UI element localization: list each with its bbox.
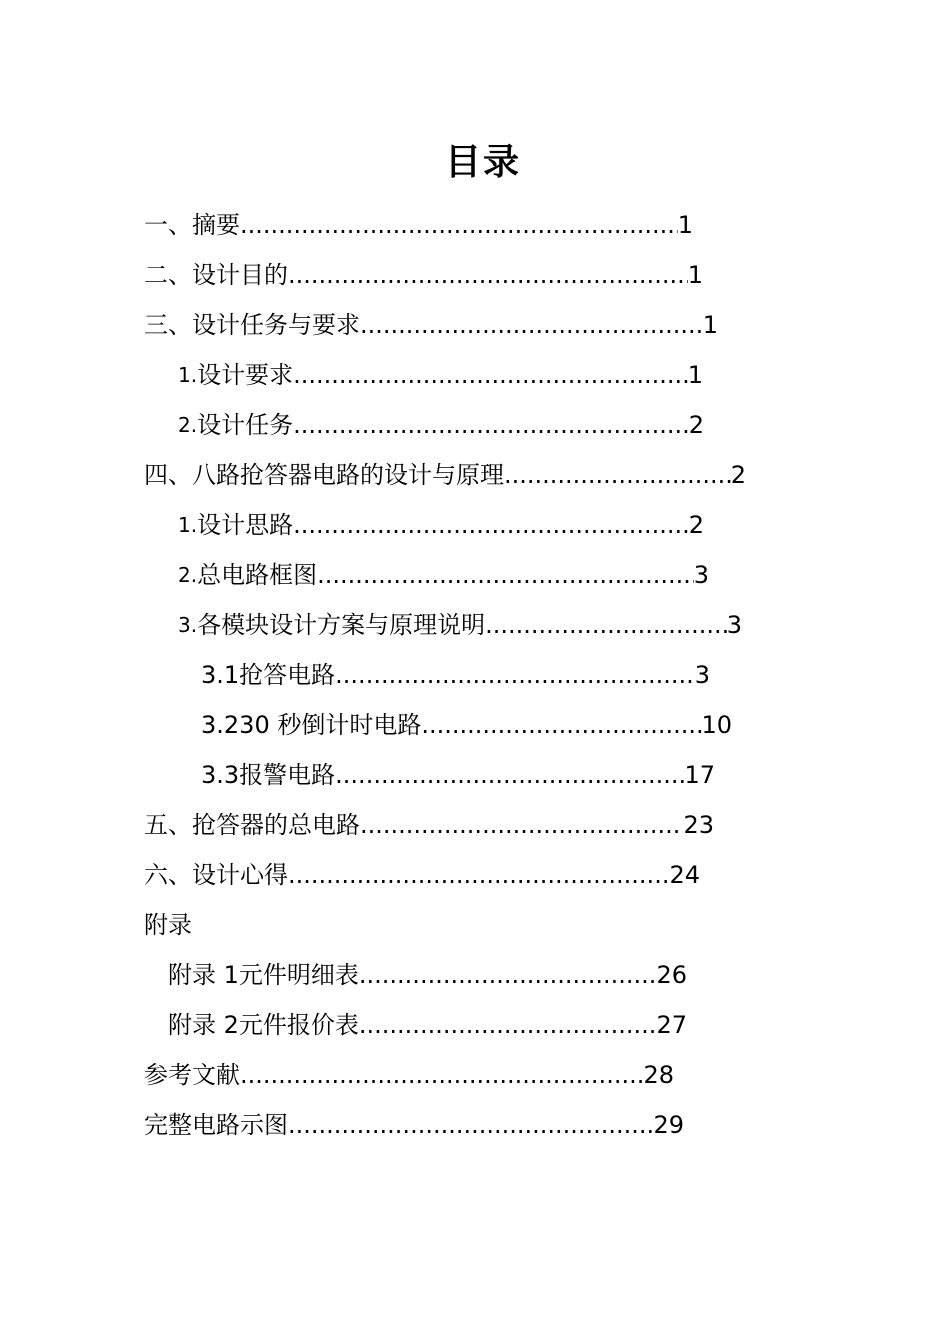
toc-leader-dots: [317, 550, 694, 600]
toc-entry-number: 六、: [144, 861, 192, 889]
toc-entry-number: 2.: [178, 413, 198, 437]
toc-entry-appendix-2[interactable]: [168, 1000, 687, 1050]
toc-entry-number: 二、: [144, 261, 192, 289]
toc-leader-dots: [360, 800, 683, 850]
toc-entry-page: 3: [693, 561, 709, 589]
toc-entry-number: 一、: [144, 211, 192, 239]
toc-entry-title: 各模块设计方案与原理说明: [197, 611, 486, 639]
toc-entry-number: 附录 2: [168, 1011, 239, 1039]
toc-entry-title: 附录: [144, 911, 192, 939]
toc-leader-dots: [288, 1100, 653, 1150]
toc-leader-dots: [288, 850, 669, 900]
toc-entry-number: 五、: [144, 811, 192, 839]
toc-entry-number: 3.2: [201, 711, 240, 739]
toc-entry-design-purpose[interactable]: [144, 250, 703, 300]
toc-entry-full-circuit[interactable]: [144, 800, 714, 850]
toc-entry-references[interactable]: [144, 1050, 674, 1100]
toc-entry-reflections[interactable]: [144, 850, 700, 900]
toc-entry-number: 3.1: [201, 661, 240, 689]
toc-entry-page: 2: [688, 411, 704, 439]
toc-entry-number: 3.: [178, 613, 198, 637]
toc-leader-dots: [293, 500, 689, 550]
toc-entry-block-diagram[interactable]: [178, 550, 709, 600]
toc-leader-dots: [359, 950, 657, 1000]
toc-entry-appendix-1[interactable]: [168, 950, 687, 1000]
toc-entry-design-idea[interactable]: [178, 500, 704, 550]
toc-leader-dots: [293, 400, 689, 450]
toc-leader-dots: [421, 700, 701, 750]
toc-entry-countdown-circuit[interactable]: [201, 700, 732, 750]
toc-entry-title: 设计任务: [197, 411, 294, 439]
toc-entry-number: 2.: [178, 563, 198, 587]
toc-entry-page: 26: [656, 961, 687, 989]
toc-entry-page: 2: [688, 511, 704, 539]
toc-leader-dots: [335, 650, 695, 700]
toc-entry-title: 抢答电路: [239, 661, 336, 689]
toc-entry-title: 设计目的: [192, 261, 288, 289]
toc-entry-page: 1: [702, 311, 718, 339]
toc-entry-title: 报警电路: [239, 761, 336, 789]
toc-entry-number: 1.: [178, 363, 198, 387]
toc-entry-title: 参考文献: [144, 1061, 240, 1089]
toc-entry-number: 附录 1: [168, 961, 239, 989]
toc-entry-tasks[interactable]: [178, 400, 704, 450]
toc-entry-number: 3.3: [201, 761, 240, 789]
toc-entry-number: 四、: [144, 461, 192, 489]
toc-leader-dots: [360, 300, 703, 350]
toc-entry-title: 元件报价表: [238, 1011, 359, 1039]
toc-entry-title: 抢答器的总电路: [192, 811, 360, 839]
toc-entry-title: 设计要求: [197, 361, 294, 389]
toc-entry-title: 元件明细表: [238, 961, 359, 989]
toc-entry-page: 24: [669, 861, 700, 889]
toc-entry-complete-diagram[interactable]: [144, 1100, 684, 1150]
toc-entry-page: 23: [683, 811, 714, 839]
toc-entry-title: 30 秒倒计时电路: [239, 711, 422, 739]
toc-entry-number: 1.: [178, 513, 198, 537]
toc-entry-page: 17: [684, 761, 715, 789]
toc-entry-page: 28: [643, 1061, 674, 1089]
toc-entry-abstract[interactable]: [144, 200, 693, 250]
toc-leader-dots: [359, 1000, 657, 1050]
toc-leader-dots: [240, 1050, 643, 1100]
page-title: 目录: [444, 142, 521, 183]
toc-entry-page: 1: [677, 211, 693, 239]
toc-leader-dots: [240, 200, 678, 250]
toc-entry-number: 三、: [144, 311, 192, 339]
toc-entry-page: 1: [687, 261, 703, 289]
toc-entry-module-design[interactable]: [178, 600, 742, 650]
toc-entry-title: 总电路框图: [197, 561, 318, 589]
toc-leader-dots: [288, 250, 688, 300]
toc-entry-page: 10: [701, 711, 732, 739]
toc-entry-page: 29: [653, 1111, 684, 1139]
toc-entry-title: 设计任务与要求: [192, 311, 360, 339]
toc-leader-dots: [335, 750, 684, 800]
toc-entry-page: 27: [656, 1011, 687, 1039]
toc-entry-appendix[interactable]: [144, 900, 344, 950]
toc-entry-alarm-circuit[interactable]: [201, 750, 715, 800]
toc-entry-page: 3: [694, 661, 710, 689]
toc-entry-title: 设计思路: [197, 511, 294, 539]
toc-entry-title: 摘要: [192, 211, 240, 239]
toc-entry-title: 完整电路示图: [144, 1111, 288, 1139]
toc-entry-answer-circuit[interactable]: [201, 650, 710, 700]
toc-leader-dots: [293, 350, 688, 400]
toc-entry-title: 设计心得: [192, 861, 288, 889]
toc-entry-task-requirements[interactable]: [144, 300, 718, 350]
toc-entry-page: 1: [687, 361, 703, 389]
toc-leader-dots: [485, 600, 727, 650]
toc-entry-page: 2: [730, 461, 746, 489]
toc-entry-page: 3: [726, 611, 742, 639]
toc-entry-requirements[interactable]: [178, 350, 703, 400]
toc-entry-title: 八路抢答器电路的设计与原理: [192, 461, 504, 489]
toc-entry-circuit-design[interactable]: [144, 450, 746, 500]
toc-leader-dots: [504, 450, 731, 500]
